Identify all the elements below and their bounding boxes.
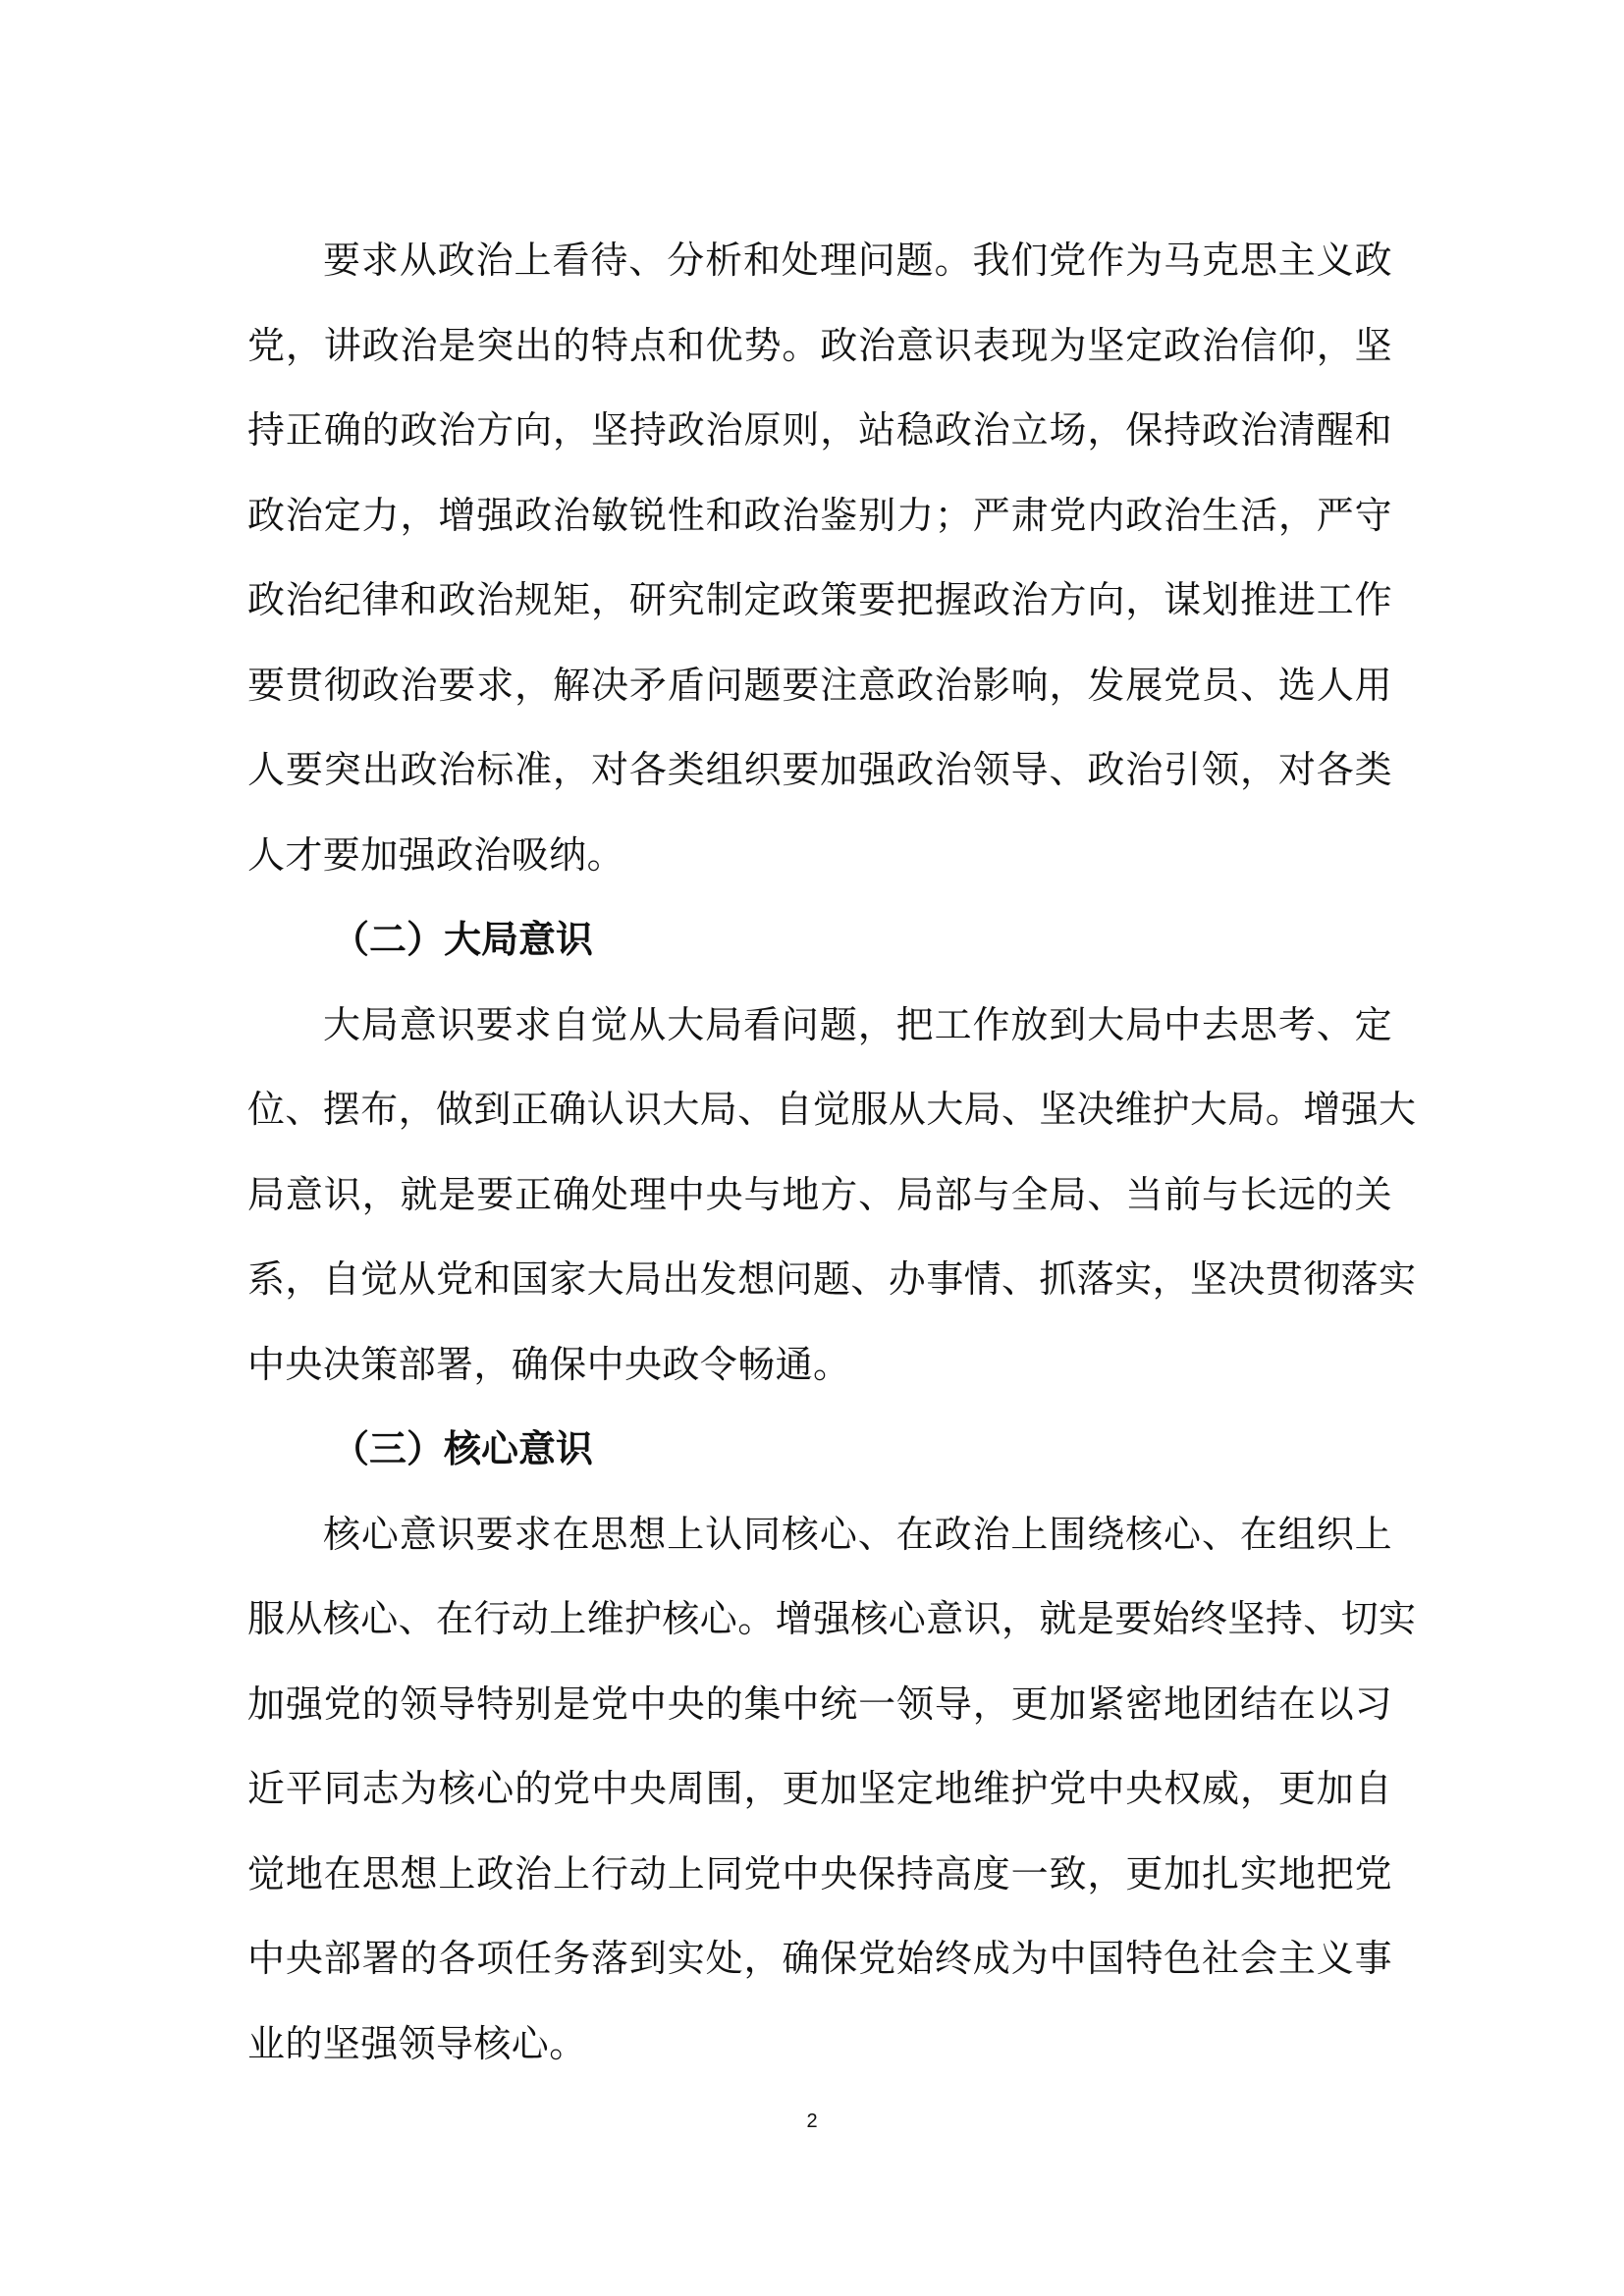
section-heading-core-awareness: （三）核心意识: [332, 1427, 594, 1470]
text-line: 中央部署的各项任务落到实处，确保党始终成为中国特色社会主义事: [247, 1937, 1392, 1980]
text-line: 近平同志为核心的党中央周围，更加坚定地维护党中央权威，更加自: [247, 1767, 1392, 1810]
text-line: 服从核心、在行动上维护核心。增强核心意识，就是要始终坚持、切实: [247, 1597, 1417, 1640]
page-number: 2: [806, 2110, 818, 2132]
text-line: 觉地在思想上政治上行动上同党中央保持高度一致，更加扎实地把党: [247, 1851, 1392, 1896]
text-line: 大局意识要求自觉从大局看问题，把工作放到大局中去思考、定: [323, 1002, 1392, 1046]
text-line: 局意识，就是要正确处理中央与地方、局部与全局、当前与长远的关: [247, 1172, 1392, 1216]
text-line: 人才要加强政治吸纳。: [247, 832, 625, 877]
text-line: 要贯彻政治要求，解决矛盾问题要注意政治影响，发展党员、选人用: [247, 663, 1392, 707]
text-line: 系，自觉从党和国家大局出发想问题、办事情、抓落实，坚决贯彻落实: [247, 1257, 1417, 1301]
text-line: 政治定力，增强政治敏锐性和政治鉴别力；严肃党内政治生活，严守: [247, 493, 1392, 537]
text-line: 党，讲政治是突出的特点和优势。政治意识表现为坚定政治信仰，坚: [247, 323, 1392, 367]
text-line: 政治纪律和政治规矩，研究制定政策要把握政治方向，谋划推进工作: [247, 578, 1392, 621]
text-line: 要求从政治上看待、分析和处理问题。我们党作为马克思主义政: [323, 239, 1392, 282]
paragraph-core-awareness: [247, 1492, 1417, 2087]
document-body: [247, 218, 1417, 2086]
text-line: 加强党的领导特别是党中央的集中统一领导，更加紧密地团结在以习: [247, 1682, 1392, 1726]
text-line: 位、摆布，做到正确认识大局、自觉服从大局、坚决维护大局。增强大: [247, 1088, 1417, 1131]
paragraph-political-awareness: [247, 218, 1392, 897]
text-line: 业的坚强领导核心。: [247, 2021, 587, 2065]
paragraph-overall-situation: [247, 983, 1417, 1408]
text-line: 中央决策部署，确保中央政令畅通。: [247, 1342, 851, 1386]
text-line: 人要突出政治标准，对各类组织要加强政治领导、政治引领，对各类: [247, 748, 1392, 791]
text-line: 核心意识要求在思想上认同核心、在政治上围绕核心、在组织上: [323, 1512, 1392, 1556]
text-line: 持正确的政治方向，坚持政治原则，站稳政治立场，保持政治清醒和: [247, 408, 1392, 452]
section-heading-overall-situation: （二）大局意识: [332, 918, 594, 961]
